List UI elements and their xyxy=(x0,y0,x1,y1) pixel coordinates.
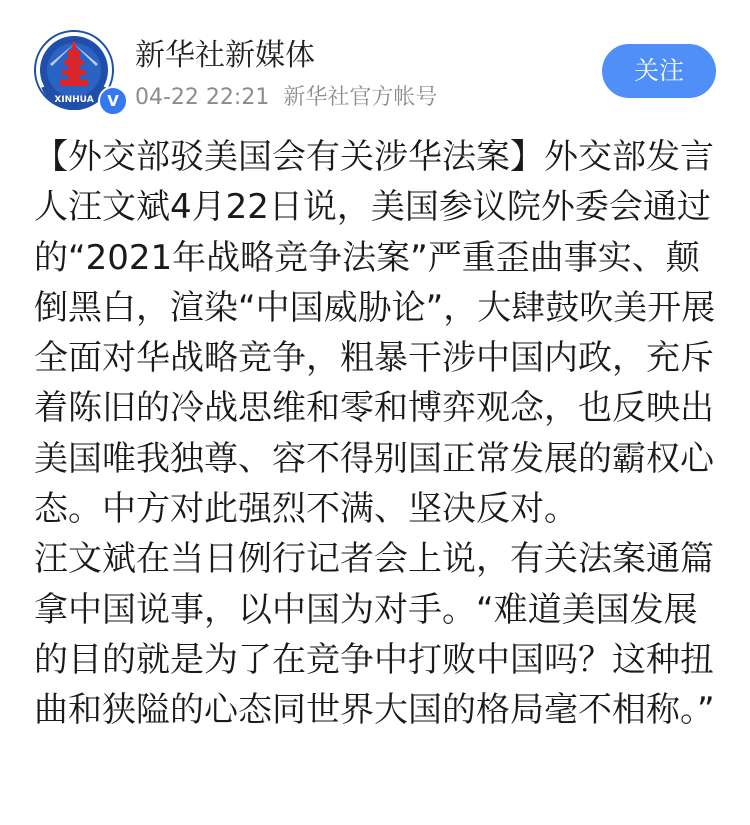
follow-button[interactable]: 关注 xyxy=(602,44,716,98)
account-type-label: 新华社官方帐号 xyxy=(283,85,438,110)
post-header xyxy=(0,0,750,120)
post-meta xyxy=(135,80,437,111)
article-paragraph: 汪文斌在当日例行记者会上说，有关法案通篇拿中国说事，以中国为对手。“难道美国发展的目的就是为了在竞争中打败中国吗？这种扭曲和狭隘的心态同世界大国的格局毫不相称。” xyxy=(34,539,715,731)
article-paragraph: 【外交部驳美国会有关涉华法案】外交部发言人汪文斌4月22日说，美国参议院外委会通过的“2021年战略竞争法案”严重歪曲事实、颠倒黑白，渲染“中国威胁论”，大肆鼓吹美开展全面对华战略竞争，粗暴干涉中国内政，充斥着陈旧的冷战思维和零和博弈观念，也反映出美国唯我独尊、容不得别国正常发展的霸权心态。中方对此强烈不满、坚决反对。 xyxy=(34,137,716,530)
post-timestamp: 04-22 22:21 xyxy=(135,85,270,110)
avatar-text: XINHUA xyxy=(54,95,94,105)
verified-badge-icon: V xyxy=(98,86,128,116)
account-name[interactable]: 新华社新媒体 xyxy=(135,38,315,73)
article-body xyxy=(34,132,716,736)
